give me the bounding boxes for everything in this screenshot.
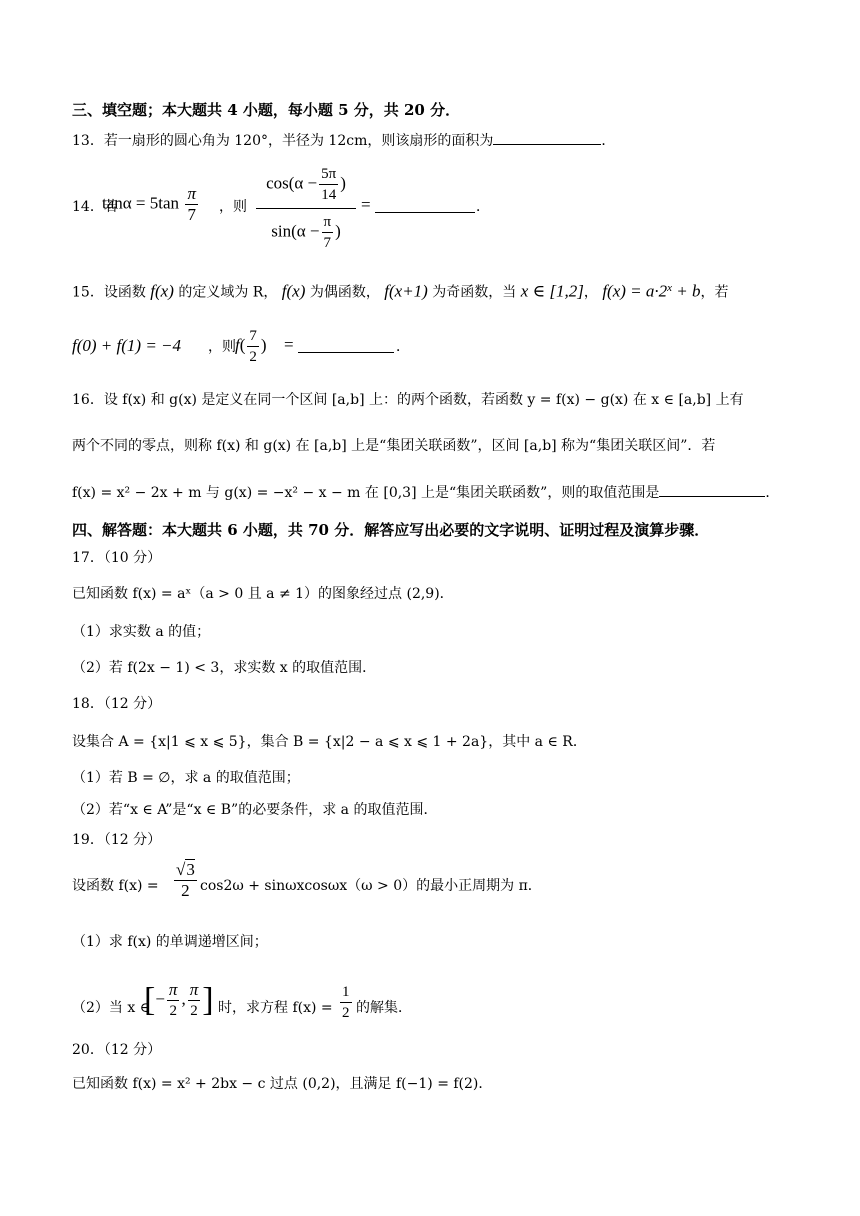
q20-stem: 已知函数 f(x) = x² + 2bx − c 过点 (0,2)，且满足 f(−1) = f(2)． <box>72 1076 493 1092</box>
q15-text-c: 为偶函数， <box>309 284 380 301</box>
question-15-line-1 <box>72 278 794 303</box>
q19-neg-pi-2 <box>167 980 180 1021</box>
q17-stem: 已知函数 f(x) = aˣ（a > 0 且 a ≠ 1）的图象经过点 (2,9)． <box>72 586 454 602</box>
q19-sqrt3-over-2: $\frac{√3}{2}$ <box>176 860 195 900</box>
question-16-line-2: 两个不同的零点，则称 f(x) 和 g(x) 在 [a,b] 上是“集团关联函数”，区间 [a,b] 称为“集团关联区间”．若 <box>72 438 716 454</box>
q19-pi-a: π <box>168 980 178 999</box>
q15-then: ，则 <box>208 339 236 355</box>
q14-answer-blank <box>375 198 475 213</box>
q14-denominator: sin(α − $\frac{\pi}{7}$ ) <box>271 214 341 251</box>
q13-text: 13．若一扇形的圆心角为 120°，半径为 12cm，则该扇形的面积为 <box>72 133 494 149</box>
q15-text-e: ， <box>583 284 598 301</box>
q19-two-a: 2 <box>169 1003 177 1019</box>
question-16-line-1: 16．设 f(x) 和 g(x) 是定义在同一个区间 [a,b] 上：的两个函数，若函数 y = f(x) − g(x) 在 x ∈ [a,b] 上有 <box>72 392 744 408</box>
q18-head: 18．（12 分） <box>72 696 162 712</box>
q16-answer-blank <box>659 482 765 497</box>
q14-seven: 7 <box>187 205 196 224</box>
q14-main-fraction-bar <box>256 208 356 209</box>
q14-end: ． <box>476 199 490 215</box>
q19-text-b: cos2ω + sinωxcosωx（ω > 0）的最小正周期为 π． <box>200 878 542 894</box>
q15-7: 7 <box>247 326 259 347</box>
q15-text-d: 为奇函数，当 <box>432 284 517 301</box>
q15-cond: x ∈ [1,2] <box>520 281 584 301</box>
question-16-line-3 <box>72 482 794 503</box>
q19-two-b: 2 <box>190 1003 198 1019</box>
q14-expr: tanα = 5tan <box>102 193 180 213</box>
q14-condition <box>102 184 200 225</box>
q15-text-a: 15．设函数 <box>72 284 146 301</box>
q19-pi-b: π <box>189 980 199 999</box>
q14-pi: π <box>187 184 197 203</box>
q19-stem <box>72 858 794 908</box>
question-13 <box>72 130 794 151</box>
q14-pi-den: π <box>322 212 334 233</box>
q14-eq: = <box>361 195 371 214</box>
q15-text-f: ，若 <box>700 284 729 301</box>
q14-then: ，则 <box>219 199 247 215</box>
q15-text-b: 的定义域为 R， <box>178 284 278 301</box>
q19-sqrt3: 3 <box>186 860 195 879</box>
q14-numerator: cos(α − $\frac{5\pi}{14}$ ) <box>266 166 346 203</box>
q15-def-exp: x <box>667 282 673 294</box>
q15-answer-blank <box>298 338 394 353</box>
q14-sin: sin(α − <box>271 221 320 241</box>
q19-one-half <box>340 982 352 1023</box>
q13-end: ． <box>601 133 616 149</box>
question-14 <box>72 160 794 260</box>
q19-p2-text-b: 时，求方程 f(x) = <box>218 1000 333 1016</box>
q15-fx-2: f(x) <box>281 281 306 301</box>
q19-text-a: 设函数 f(x) = <box>72 878 159 894</box>
question-15-line-2 <box>72 326 794 366</box>
q18-stem: 设集合 A = {x|1 ⩽ x ⩽ 5}，集合 B = {x|2 − a ⩽ x ⩽ 1 + 2a}，其中 a ∈ R． <box>72 734 587 750</box>
q14-num: 14．若 <box>72 199 118 215</box>
q14-cos: cos(α − <box>266 173 318 193</box>
q19-interval: [− $\frac{\pi}{2}$ , $\frac{\pi}{2}$ ] <box>144 980 214 1019</box>
q15-end: ． <box>396 339 410 355</box>
q19-one: 1 <box>340 982 352 1003</box>
q15-f-7-over-2: f( $\frac{7}{2}$ ) <box>235 328 267 365</box>
q15-fx-1: f(x) <box>150 281 174 301</box>
q19-p2-text-c: 的解集． <box>356 1000 412 1016</box>
q15-cond-2: f(0) + f(1) = −4 <box>72 336 182 355</box>
q19-part-1: （1）求 f(x) 的单调递增区间； <box>72 934 268 950</box>
q19-part-2 <box>72 980 794 1028</box>
q19-p2-text-a: （2）当 x ∈ <box>72 1000 151 1016</box>
q17-head: 17．（10 分） <box>72 550 162 566</box>
q15-eq: = <box>284 335 294 354</box>
section-4-title: 四、解答题：本大题共 6 小题，共 70 分．解答应写出必要的文字说明、证明过程及演算步骤． <box>72 521 710 539</box>
q14-pi-over-7 <box>185 184 198 225</box>
q13-answer-blank <box>493 130 601 145</box>
q19-two-c: 2 <box>342 1005 350 1021</box>
q19-head: 19．（12 分） <box>72 832 162 848</box>
q15-f: f <box>235 335 240 355</box>
q15-2: 2 <box>249 349 257 365</box>
q18-part-1: （1）若 B = ∅，求 a 的取值范围； <box>72 770 300 786</box>
q15-fx1: f(x+1) <box>384 281 428 301</box>
q15-def: f(x) = a·2 <box>602 281 668 301</box>
q14-5pi: 5π <box>319 164 338 185</box>
section-3-title: 三、填空题；本大题共 4 小题，每小题 5 分，共 20 分． <box>72 101 461 119</box>
q14-14: 14 <box>321 187 337 203</box>
q16-end: ． <box>765 485 780 501</box>
q15-frac <box>247 326 259 367</box>
q18-part-2: （2）若“x ∈ A”是“x ∈ B”的必要条件，求 a 的取值范围． <box>72 802 438 818</box>
q19-two: 2 <box>181 881 190 900</box>
q17-part-2: （2）若 f(2x − 1) < 3，求实数 x 的取值范围． <box>72 660 377 676</box>
q14-5pi-over-14 <box>319 164 338 205</box>
q14-seven-den: 7 <box>323 235 332 251</box>
q14-pi-over-7-den <box>322 212 334 253</box>
q15-def-b: + b <box>672 281 701 301</box>
q20-head: 20．（12 分） <box>72 1042 162 1058</box>
q17-part-1: （1）求实数 a 的值； <box>72 624 211 640</box>
q16-text: f(x) = x² − 2x + m 与 g(x) = −x² − x − m 在 [0,3] 上是“集团关联函数”，则的取值范围是 <box>72 485 660 501</box>
q19-pi-2 <box>188 980 201 1021</box>
